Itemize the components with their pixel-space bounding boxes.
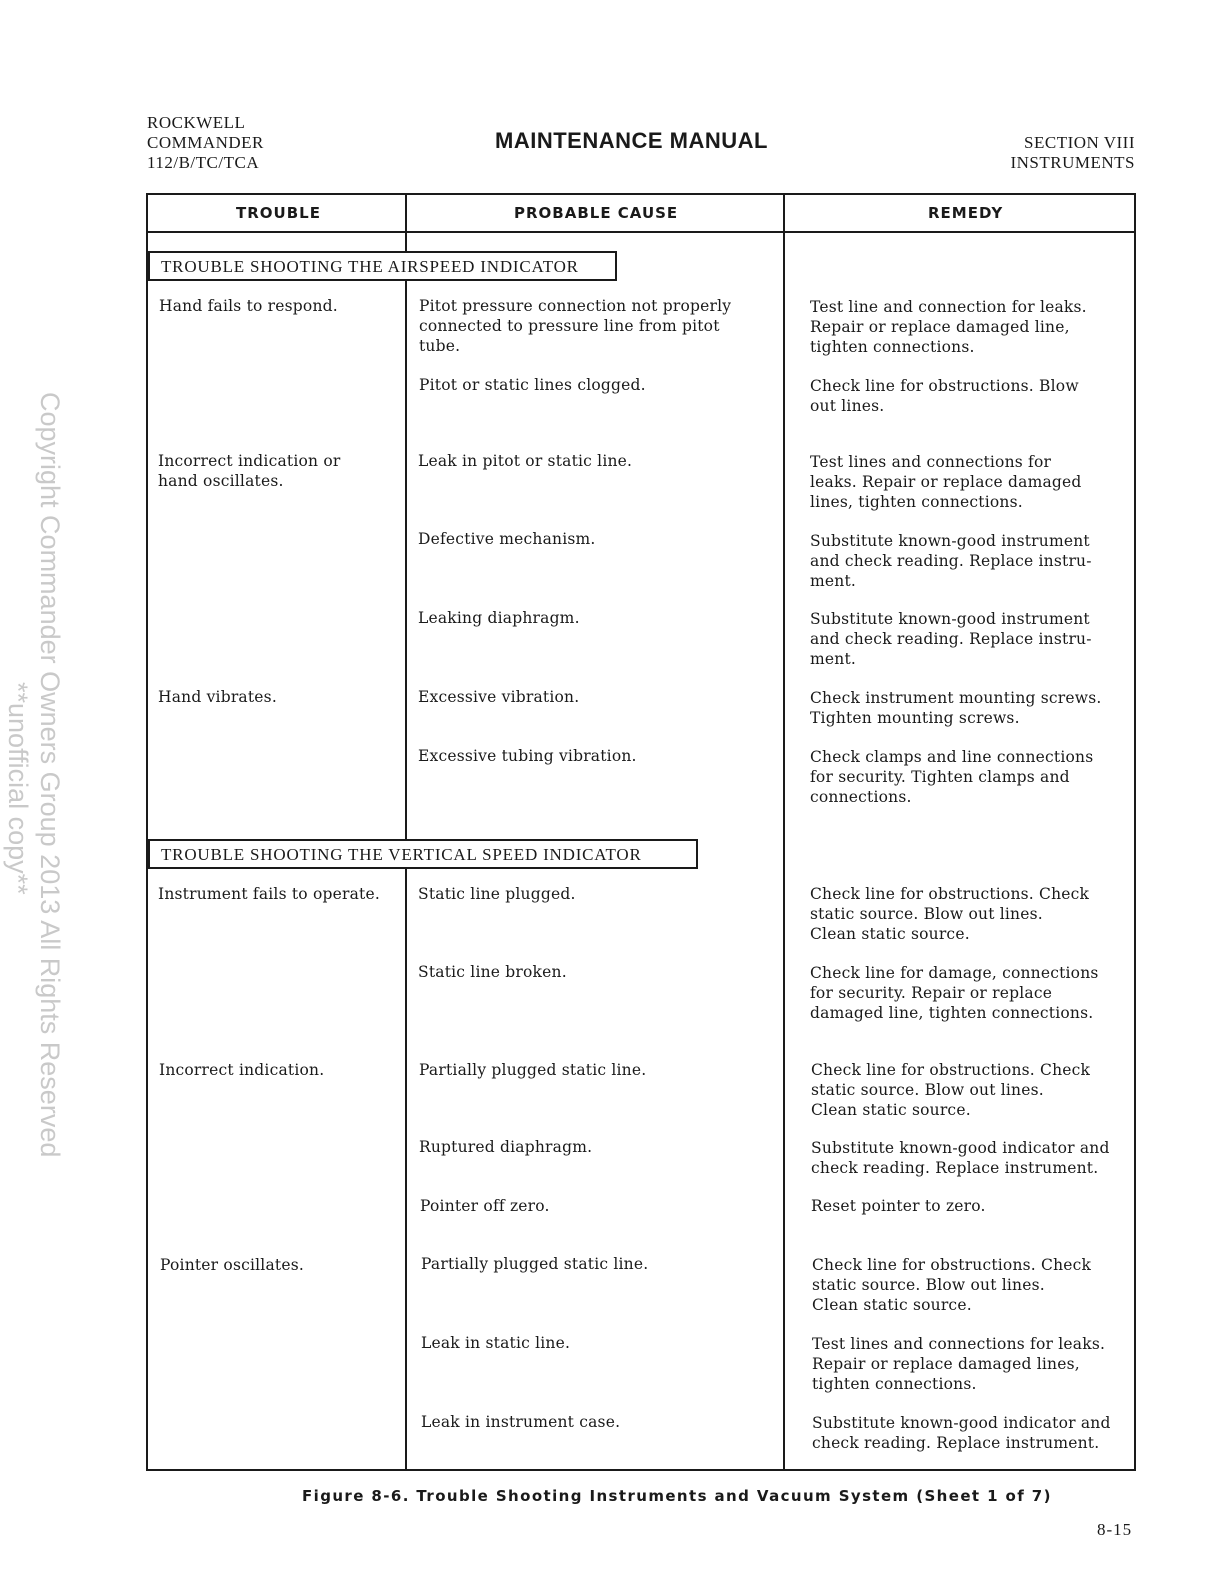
remedy-cell: Substitute known-good instrument and check reading. Replace instru- ment. bbox=[810, 610, 1092, 668]
remedy-cell: Check line for obstructions. Check static source. Blow out lines. Clean static source. bbox=[812, 1256, 1092, 1314]
trouble-cell: Incorrect indication or hand oscillates. bbox=[158, 452, 341, 490]
figure-caption: Figure 8-6. Trouble Shooting Instruments and Vacuum System (Sheet 1 of 7) bbox=[302, 1487, 1052, 1505]
manufacturer-block bbox=[147, 113, 264, 173]
section-title-airspeed: TROUBLE SHOOTING THE AIRSPEED INDICATOR bbox=[148, 251, 617, 281]
column-divider bbox=[783, 195, 785, 1469]
cause-cell: Partially plugged static line. bbox=[421, 1255, 649, 1273]
cause-cell: Defective mechanism. bbox=[418, 530, 596, 548]
remedy-cell: Substitute known-good indicator and check reading. Replace instrument. bbox=[811, 1139, 1110, 1177]
remedy-cell: Check line for obstructions. Blow out lines. bbox=[810, 377, 1079, 415]
cause-cell: Leak in static line. bbox=[421, 1334, 571, 1352]
remedy-cell: Test line and connection for leaks. Repair or replace damaged line, tighten connections. bbox=[810, 298, 1087, 356]
copyright-watermark bbox=[2, 392, 66, 1157]
cause-cell: Pointer off zero. bbox=[420, 1197, 550, 1215]
cause-cell: Leaking diaphragm. bbox=[418, 609, 580, 627]
column-header-remedy: REMEDY bbox=[928, 204, 1004, 222]
watermark-line: Copyright Commander Owners Group 2013 All Rights Reserved bbox=[35, 392, 65, 1158]
cause-cell: Partially plugged static line. bbox=[419, 1061, 647, 1079]
page-number: 8-15 bbox=[1097, 1520, 1133, 1539]
remedy-cell: Substitute known-good indicator and check reading. Replace instrument. bbox=[812, 1414, 1111, 1452]
trouble-cell: Hand fails to respond. bbox=[159, 297, 338, 315]
remedy-cell: Reset pointer to zero. bbox=[811, 1197, 986, 1215]
header-divider bbox=[148, 231, 1134, 233]
remedy-cell: Check line for obstructions. Check static source. Blow out lines. Clean static source. bbox=[810, 885, 1090, 943]
trouble-cell: Instrument fails to operate. bbox=[158, 885, 380, 903]
remedy-cell: Check clamps and line connections for security. Tighten clamps and connections. bbox=[810, 748, 1094, 806]
column-divider bbox=[405, 195, 407, 1469]
header-right-line: SECTION VIII bbox=[1024, 133, 1135, 152]
manual-title: MAINTENANCE MANUAL bbox=[495, 128, 768, 153]
cause-cell: Static line plugged. bbox=[418, 885, 576, 903]
cause-cell: Static line broken. bbox=[418, 963, 567, 981]
trouble-cell: Hand vibrates. bbox=[158, 688, 277, 706]
section-block bbox=[1010, 133, 1135, 173]
troubleshooting-table bbox=[146, 193, 1136, 1471]
trouble-cell: Pointer oscillates. bbox=[160, 1256, 304, 1274]
remedy-cell: Check instrument mounting screws. Tighten mounting screws. bbox=[810, 689, 1102, 727]
header-left-line: COMMANDER bbox=[147, 133, 264, 152]
header-right-line: INSTRUMENTS bbox=[1010, 153, 1135, 172]
remedy-cell: Check line for obstructions. Check static source. Blow out lines. Clean static source. bbox=[811, 1061, 1091, 1119]
remedy-cell: Substitute known-good instrument and check reading. Replace instru- ment. bbox=[810, 532, 1092, 590]
cause-cell: Excessive tubing vibration. bbox=[418, 747, 637, 765]
header-left-line: 112/B/TC/TCA bbox=[147, 153, 260, 172]
cause-cell: Pitot or static lines clogged. bbox=[419, 376, 646, 394]
section-title-vsi: TROUBLE SHOOTING THE VERTICAL SPEED INDICATOR bbox=[148, 839, 698, 869]
remedy-cell: Test lines and connections for leaks. Repair or replace damaged lines, tighten connections. bbox=[810, 453, 1082, 511]
column-header-trouble: TROUBLE bbox=[236, 204, 321, 222]
cause-cell: Leak in pitot or static line. bbox=[418, 452, 633, 470]
cause-cell: Leak in instrument case. bbox=[421, 1413, 621, 1431]
cause-cell: Excessive vibration. bbox=[418, 688, 580, 706]
remedy-cell: Check line for damage, connections for security. Repair or replace damaged line, tighten connections. bbox=[810, 964, 1099, 1022]
remedy-cell: Test lines and connections for leaks. Repair or replace damaged lines, tighten connections. bbox=[812, 1335, 1106, 1393]
cause-cell: Ruptured diaphragm. bbox=[419, 1138, 593, 1156]
trouble-cell: Incorrect indication. bbox=[159, 1061, 325, 1079]
cause-cell: Pitot pressure connection not properly connected to pressure line from pitot tube. bbox=[419, 297, 732, 355]
column-header-cause: PROBABLE CAUSE bbox=[514, 204, 679, 222]
watermark-line: **unofficial copy** bbox=[3, 682, 33, 895]
header-left-line: ROCKWELL bbox=[147, 113, 246, 132]
